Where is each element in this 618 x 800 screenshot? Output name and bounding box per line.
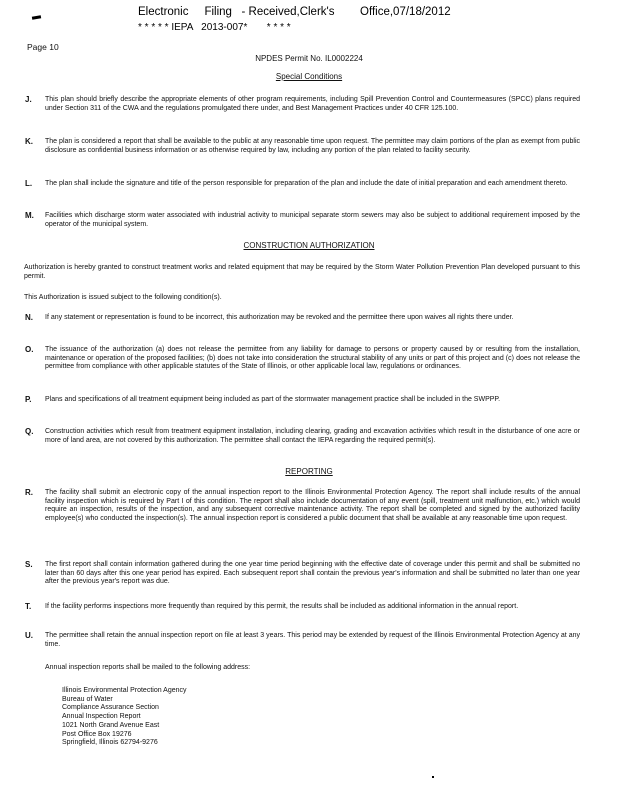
- item-l-text: The plan shall include the signature and title of the person responsible for preparation of the plan and include the date of initial preparation and each amendment thereto.: [45, 180, 568, 187]
- mailing-intro: Annual inspection reports shall be mailed to the following address:: [45, 664, 251, 671]
- item-t-text: If the facility performs inspections more frequently than required by this permit, the results shall be included as additional information in the annual report.: [45, 603, 519, 610]
- item-letter: S.: [25, 560, 33, 569]
- mailing-address: [62, 687, 187, 748]
- item-letter: R.: [25, 488, 33, 497]
- scan-mark: [32, 15, 41, 20]
- item-letter: O.: [25, 345, 34, 354]
- item-o-text: The issuance of the authorization (a) does not release the permittee from any liability for damage to persons or property caused by or resulting from the installation, maintenance or operation of the proposed facilities; (b) does not take into consideration the structural stability of any units or part of this project and (c) does not release the permittee from compliance with other applicable statutes of the State of Illinois, or other applicable local law, regulations or ordinances.: [45, 346, 580, 371]
- authorization-intro: Authorization is hereby granted to construct treatment works and related equipment that may be required by the Storm Water Pollution Prevention Plan developed pursuant to this permit.: [24, 264, 580, 280]
- item-letter: Q.: [25, 427, 34, 436]
- address-line: Illinois Environmental Protection Agency: [62, 687, 187, 694]
- item-q-text: Construction activities which result from treatment equipment installation, including clearing, grading and excavation activities which result in the disturbance of one acre or more of land area, are not covered by this authorization. The permittee shall contact the IEPA regarding the required permit(s).: [45, 428, 580, 444]
- filing-stamp-line-1: Electronic Filing - Received,Clerk's Office,07/18/2012: [138, 6, 451, 18]
- reporting-heading: REPORTING: [285, 467, 333, 476]
- item-m-text: Facilities which discharge storm water associated with industrial activity to municipal separate storm sewers may also be subject to additional requirement imposed by the operator of the municipal system.: [45, 212, 580, 228]
- special-conditions-heading: Special Conditions: [275, 72, 343, 81]
- address-line: Bureau of Water: [62, 695, 113, 703]
- item-r-text: The facility shall submit an electronic copy of the annual inspection report to the Illinois Environmental Protection Agency. The report shall include results of the annual facility inspection which is required by Part I of this condition. The report shall also include documentation of any event (spill, treatment unit malfunction, etc.) which would require an inspection, results of the inspection, and any subsequent corrective maintenance activity. The report shall be completed and signed by the authorized facility employee(s) who conducted the inspection(s). The annual inspection report is considered a public document that shall be available at any reasonable time upon request.: [45, 489, 580, 523]
- permit-title: NPDES Permit No. IL0002224: [255, 54, 363, 63]
- item-u-text: The permittee shall retain the annual inspection report on file at least 3 years. This period may be extended by request of the Illinois Environmental Protection Agency at any time.: [45, 632, 580, 648]
- filing-stamp-line-2: * * * * * IEPA 2013-007* * * * *: [138, 22, 291, 33]
- item-letter: U.: [25, 631, 33, 640]
- item-letter: N.: [25, 313, 33, 322]
- item-letter: M.: [25, 211, 34, 220]
- address-line: Springfield, Illinois 62794-9276: [62, 739, 158, 747]
- item-n-text: If any statement or representation is found to be incorrect, this authorization may be revoked and the permittee there upon waives all rights there under.: [45, 314, 514, 321]
- item-k-text: The plan is considered a report that shall be available to the public at any reasonable time upon request. The permittee may claim portions of the plan as exempt from public disclosure as confidential business information or as otherwise required by law, including any portion of the plan related to facility security.: [45, 138, 580, 154]
- address-line: Annual Inspection Report: [62, 713, 141, 721]
- item-letter: L.: [25, 179, 33, 188]
- item-letter: T.: [25, 602, 32, 611]
- address-line: 1021 North Grand Avenue East: [62, 721, 160, 729]
- scan-speck: [432, 776, 434, 778]
- item-letter: P.: [25, 395, 32, 404]
- address-line: Post Office Box 19276: [62, 730, 132, 738]
- item-letter: J.: [25, 95, 32, 104]
- item-letter: K.: [25, 137, 33, 146]
- item-s-text: The first report shall contain information gathered during the one year time period beginning with the effective date of coverage under this permit and shall be submitted no later than 60 days after this one year period has expired. Each subsequent report shall contain the previous year's information and shall be submitted no later than one year after the previous year's report was due.: [45, 561, 580, 586]
- construction-authorization-heading: CONSTRUCTION AUTHORIZATION: [243, 241, 375, 250]
- page-number: Page 10: [27, 42, 59, 52]
- item-j-text: This plan should briefly describe the appropriate elements of other program requirements, including Spill Prevention Control and Countermeasures (SPCC) plans required under Section 311 of the CWA and the regulations promulgated there under, and Best Management Practices under 40 CFR 125.100.: [45, 96, 580, 112]
- item-p-text: Plans and specifications of all treatment equipment being included as part of the stormwater management practice shall be included in the SWPPP.: [45, 396, 501, 403]
- authorization-subject: This Authorization is issued subject to the following condition(s).: [24, 294, 222, 301]
- address-line: Compliance Assurance Section: [62, 704, 159, 712]
